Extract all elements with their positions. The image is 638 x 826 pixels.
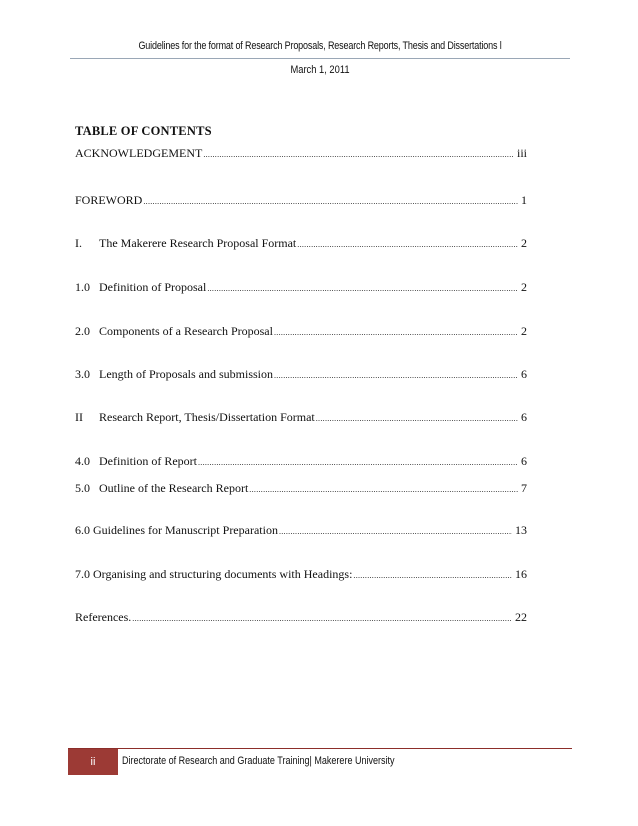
toc-entry-number: I. [75,236,82,250]
header-title: Guidelines for the format of Research Proposals, Research Reports, Thesis and Dissertations l [138,40,502,52]
toc-entry-label: The Makerere Research Proposal Format [99,236,297,250]
toc-entry-page: 6 [521,454,527,468]
toc-entry-label: Components of a Research Proposal [99,324,273,338]
running-header [115,40,525,52]
toc-entry-page: iii [516,146,527,160]
toc-entry-label: 7.0 Organising and structuring documents with Headings: [75,567,353,581]
toc-entry-number: 2.0 [75,324,90,338]
toc-entry-label: Definition of Proposal [99,280,207,294]
toc-entry-page: 2 [521,280,527,294]
toc-entry[interactable] [75,523,527,538]
toc-entry[interactable] [75,324,527,339]
header-divider [70,58,570,59]
toc-leader-dots [132,614,512,623]
toc-entry-number: 1.0 [75,280,90,294]
toc-entry-label: 6.0 Guidelines for Manuscript Preparation [75,523,278,537]
toc-entry-label: Research Report, Thesis/Dissertation Format [99,410,315,424]
toc-leader-dots [143,197,518,206]
toc-entry-number: 5.0 [75,481,90,495]
toc-leader-dots [274,328,518,337]
footer-text: Directorate of Research and Graduate Training| Makerere University [122,755,395,767]
toc-entry[interactable] [75,567,527,582]
toc-entry-number: 3.0 [75,367,90,381]
toc-entry-page: 6 [521,367,527,381]
toc-entry-page: 22 [515,610,527,624]
toc-entry[interactable] [75,193,527,208]
toc-entry[interactable] [75,236,527,251]
toc-entry-page: 6 [521,410,527,424]
toc-leader-dots [249,485,518,494]
toc-leader-dots [316,414,518,423]
toc-leader-dots [274,371,518,380]
toc-leader-dots [207,284,518,293]
toc-entry-page: 13 [515,523,527,537]
toc-entry-number: 4.0 [75,454,90,468]
toc-heading: TABLE OF CONTENTS [75,124,212,138]
toc-leader-dots [203,150,514,159]
toc-entry-page: 2 [521,324,527,338]
toc-entry-label: FOREWORD [75,193,143,207]
toc-entry-page: 2 [521,236,527,250]
toc-entry-page: 16 [515,567,527,581]
toc-leader-dots [297,240,518,249]
footer-divider [68,748,572,749]
toc-entry[interactable] [75,481,527,496]
footer-page-number: ii [68,749,118,775]
header-date: March 1, 2011 [290,64,350,76]
toc-entry-page: 1 [521,193,527,207]
toc-entry-label: Length of Proposals and submission [99,367,273,381]
toc-entry-label: Definition of Report [99,454,197,468]
toc-entry[interactable] [75,367,527,382]
toc-entry[interactable] [75,610,527,625]
toc-entry-label: ACKNOWLEDGEMENT [75,146,203,160]
toc-entry[interactable] [75,410,527,425]
toc-leader-dots [198,458,518,467]
toc-entry[interactable] [75,454,527,469]
toc-entry-number: II [75,410,83,424]
toc-leader-dots [353,571,512,580]
toc-entry[interactable] [75,280,527,295]
toc-leader-dots [279,527,512,536]
toc-entry-label: References. [75,610,132,624]
toc-entry-label: Outline of the Research Report [99,481,249,495]
toc-entry-page: 7 [521,481,527,495]
toc-entry[interactable] [75,146,527,161]
